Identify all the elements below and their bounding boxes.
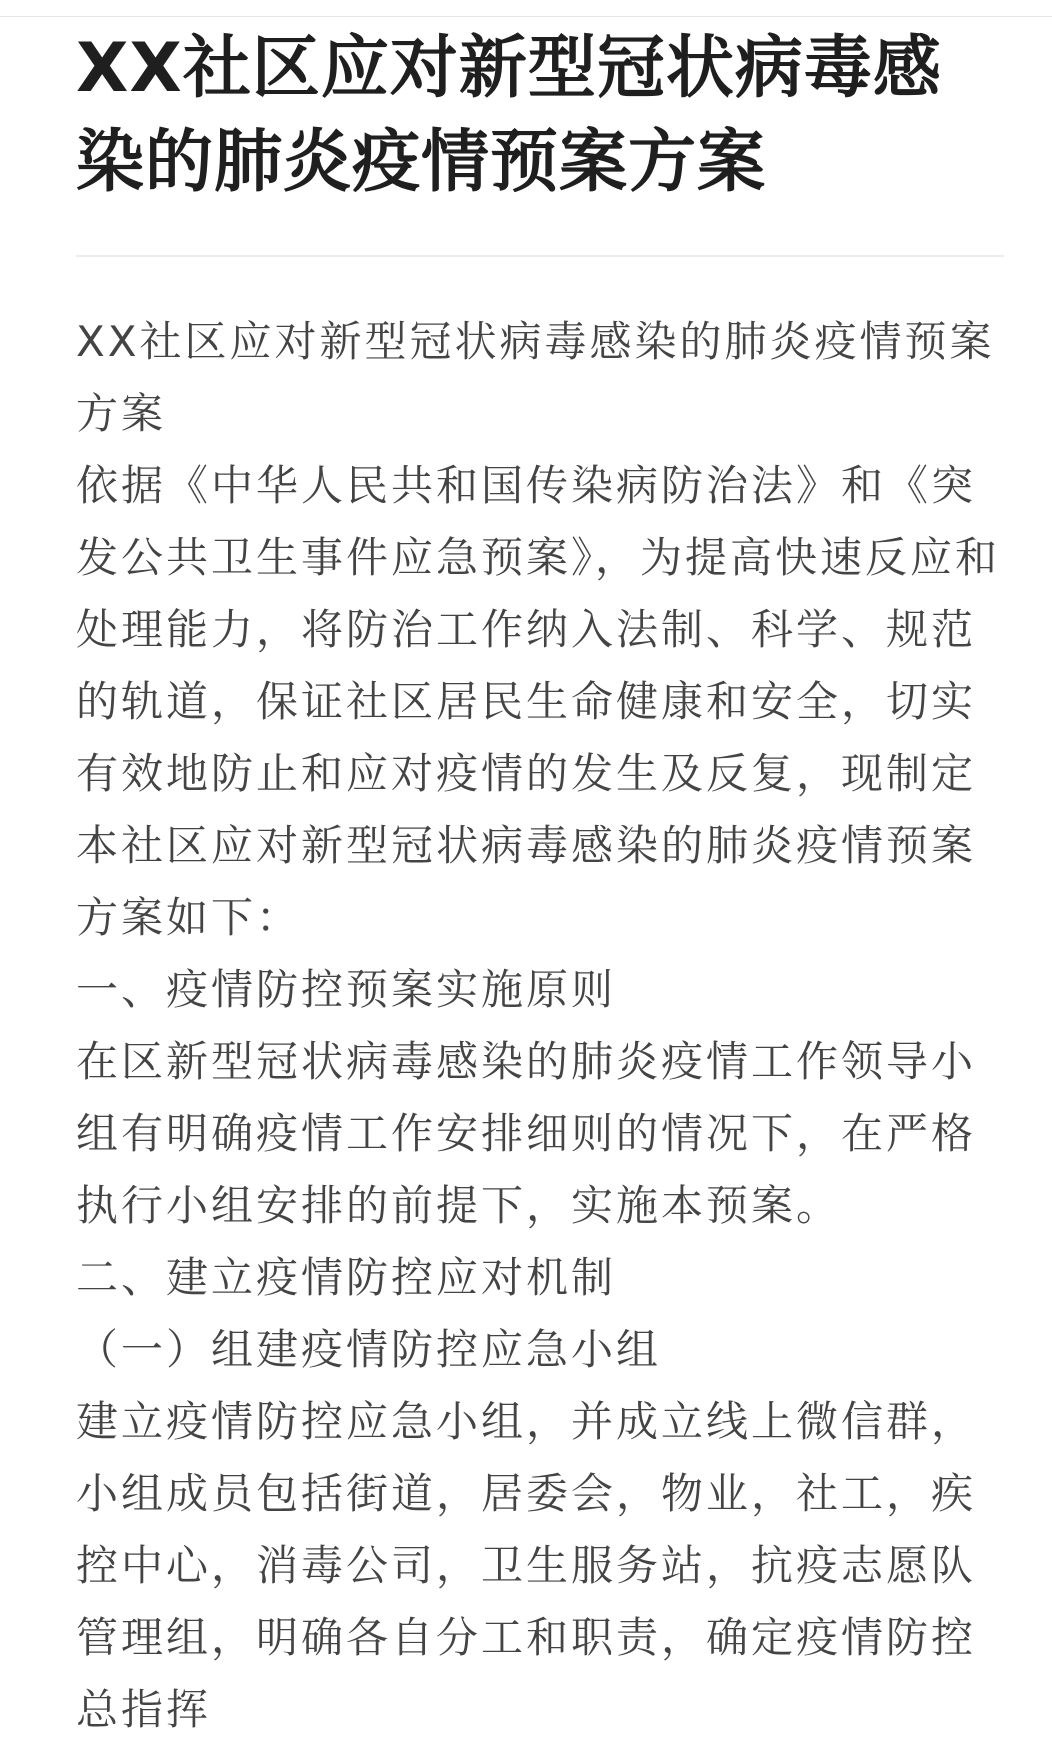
body-paragraph: XX社区应对新型冠状病毒感染的肺炎疫情预案方案 — [76, 317, 995, 438]
article-body — [76, 306, 1006, 1746]
section-heading: 一、疫情防控预案实施原则 — [76, 965, 617, 1014]
body-paragraph: 在区新型冠状病毒感染的肺炎疫情工作领导小组有明确疫情工作安排细则的情况下，在严格执行小组安排的前提下，实施本预案。 — [76, 1037, 977, 1230]
body-paragraph: 建立疫情防控应急小组，并成立线上微信群，小组成员包括街道，居委会，物业，社工，疾控中心，消毒公司，卫生服务站，抗疫志愿队管理组，明确各自分工和职责，确定疫情防控总指挥 — [76, 1397, 977, 1734]
subsection-heading: （一）组建疫情防控应急小组 — [76, 1325, 662, 1374]
body-paragraph: 依据《中华人民共和国传染病防治法》和《突发公共卫生事件应急预案》，为提高快速反应和处理能力，将防治工作纳入法制、科学、规范的轨道，保证社区居民生命健康和安全，切实有效地防止和应对疫情的发生及反复，现制定本社区应对新型冠状病毒感染的肺炎疫情预案方案如下： — [76, 461, 1001, 942]
section-heading: 二、建立疫情防控应对机制 — [76, 1253, 617, 1302]
title-divider — [76, 255, 1004, 257]
article-title: XX社区应对新型冠状病毒感染的肺炎疫情预案方案 — [76, 29, 942, 202]
